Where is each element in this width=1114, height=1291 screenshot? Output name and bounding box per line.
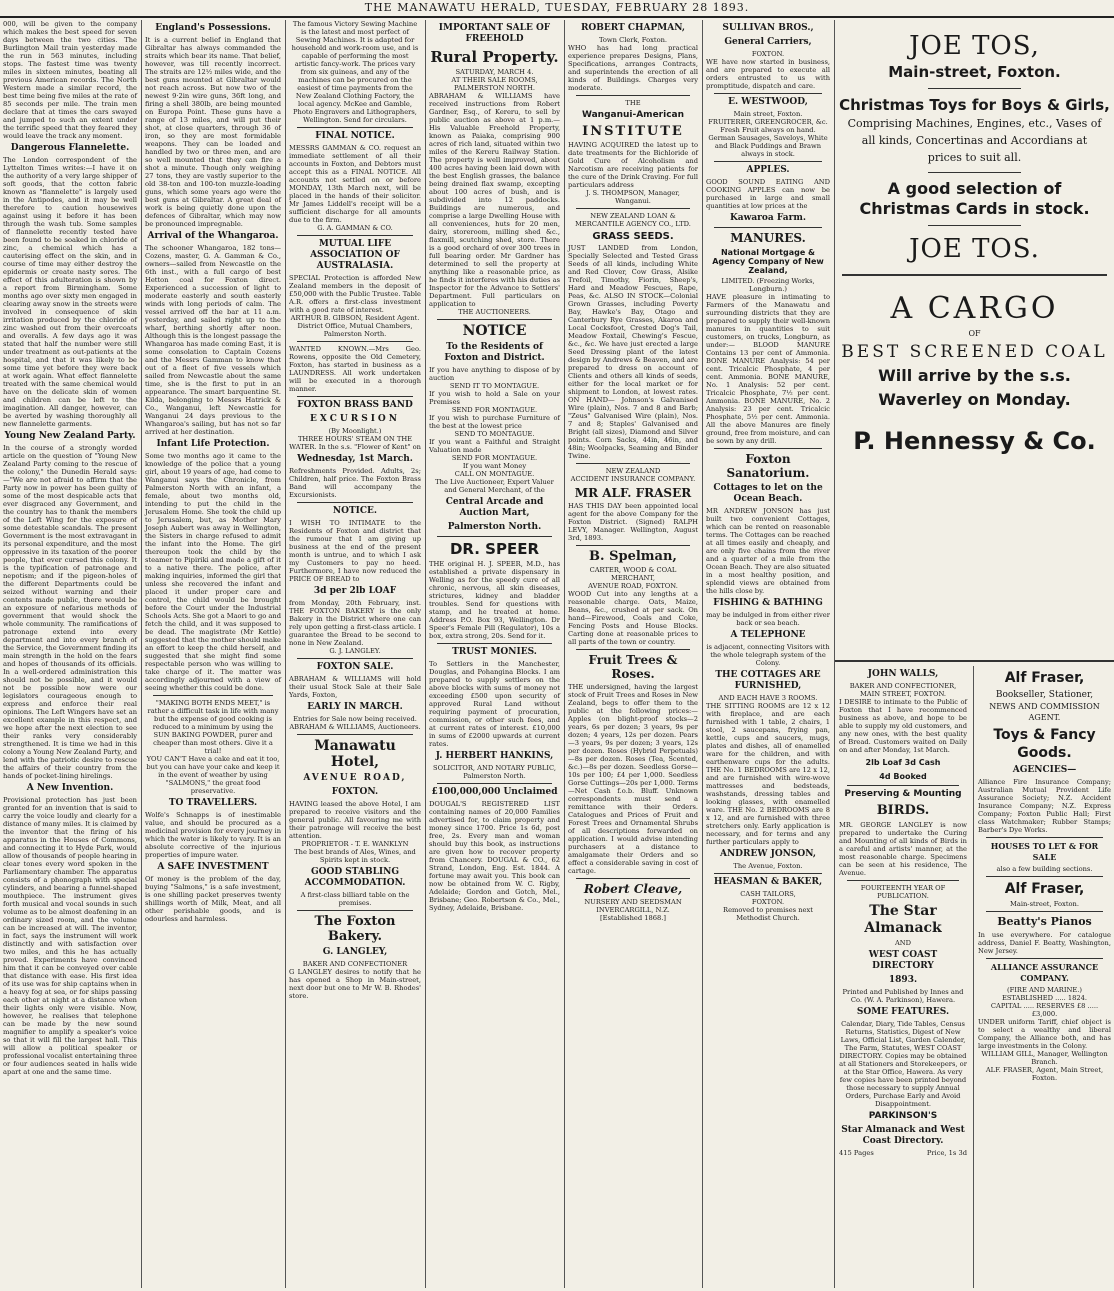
divider — [576, 878, 690, 879]
ad-line: SEND FOR MONTAGUE. — [451, 454, 538, 462]
ad-heading: Palmerston North. — [447, 522, 542, 532]
ad-heading: IMPORTANT SALE OF FREEHOLD — [438, 23, 551, 44]
ad-text: may be indulged in from either river back or sea beach. — [706, 611, 830, 627]
divider — [297, 910, 413, 911]
ad-heading: Beatty's Pianos — [997, 915, 1092, 928]
article-text: Some two months ago it came to the knowledge of the police that a young girl, about 19 years of age, had come to Wanganui says the Chronicle, from Palmerston North with an infant, a female, about two months old, intending to put the child in the Jerusalem Home. She took the child up to Jerusalem, but, as Mother Mary Joseph Aubert was away in Wellington, the Sisters in charge refused to admit the infant into the Home. The girl thereupon took the child by the steamer to Pipiriki and made a gift of it to a native there. The police, after making inquiries, informed the girl that unless she recovered the infant and placed it under proper care and control, the child would be brought before the Court under the Industrial Schools Acts. She got a Maori to go and fetch the child, and it was supposed to be dead. The magistrate (Mr Kettle) suggested that the mother should make an effort to keep the child herself, and suggested that she might find some respectable person who was willing to take charge of it. The matter was accordingly adjourned with a view of seeing whether this could be done. — [145, 452, 281, 692]
ad-line: SEND TO MONTAGUE. — [454, 430, 535, 438]
ad-text: SOLICITOR, AND NOTARY PUBLIC, Palmerston North. — [433, 764, 556, 780]
ad-heading: General Carriers, — [724, 37, 812, 47]
ad-text: [Established 1868.] — [599, 914, 666, 922]
ad-subheading: FOXTON. — [331, 787, 379, 797]
ad-heading: FISHING & BATHING — [713, 598, 823, 608]
ad-text: If you wish to purchase Furniture of the best at the lowest price — [429, 414, 560, 430]
ad-line: CALL ON MONTAGUE. — [454, 470, 535, 478]
ad-signature: J. S. THOMPSON, Manager, Wanganui. — [586, 189, 680, 205]
ad-subheading: CASH TAILORS, — [740, 890, 796, 898]
price: Price, 1s 3d — [926, 1149, 967, 1157]
ad-heading: EXCURSION — [310, 414, 400, 424]
ad-headline: BIRDS. — [876, 803, 930, 818]
ad-heading: £100,000,000 Unclaimed — [431, 787, 558, 797]
divider — [576, 649, 690, 650]
ad-signature: ALF. FRASER, Agent, Main Street, Foxton. — [985, 1066, 1104, 1082]
ad-heading: FOXTON SALE. — [316, 662, 394, 672]
ad-heading: WEST COAST DIRECTORY — [868, 950, 938, 971]
ad-text: ABRAHAM & WILLIAMS will hold their usual Stock Sale at their Sale Yards, Foxton, — [289, 675, 421, 699]
column-5 — [564, 20, 701, 1288]
divider — [437, 319, 552, 320]
divider — [714, 93, 822, 94]
ad-subheading: G. LANGLEY, — [322, 947, 388, 957]
divider — [297, 734, 413, 735]
ad-heading: MUTUAL LIFE ASSOCIATION OF AUSTRALASIA. — [310, 239, 400, 271]
divider — [847, 880, 959, 881]
column-4 — [425, 20, 563, 1288]
page-count: 415 Pages — [839, 1149, 874, 1157]
ad-text: UNDER uniform Tariff, chief object is to select a wealthy and liberal Company, the Alliance both, and has large investments in the Colony. — [978, 1018, 1111, 1050]
bakery-name: The Foxton Bakery. — [314, 914, 396, 944]
divider — [576, 95, 690, 96]
ad-text: Entries for Sale now being received. — [293, 715, 417, 723]
ad-headline: P. Hennessy & Co. — [853, 427, 1096, 455]
ad-heading: THE COTTAGES ARE FURNISHED, — [715, 670, 821, 691]
ad-line: SEND IT TO MONTAGUE. — [449, 382, 540, 390]
ad-headline: B. Spelman, — [589, 549, 677, 564]
ad-headline: Toys & Fancy Goods. — [993, 727, 1096, 761]
notice-text: YOU CAN'T Have a cake and eat it too, but you can have your cake and keep it in the event of weather by using "SALMONS," the great food preservative. — [146, 755, 280, 795]
ad-heading: PARKINSON'S — [868, 1111, 938, 1121]
ad-text: THE SITTING ROOMS are 12 x 12 with fireplace, and are each furnished with 1 table, 2 chairs, 1 stool, 2 saucepans, frying pan, kettle, cups and saucers, mugs, plates and dishes, all of enamelled ware for the children, and with earthenware cups for the adults. THE No. 1 BEDROOMS are 12 x 12, and are furnished with wire-wove mattresses and bedsteads, washstands, dressing tables and looking glasses, with enamelled ware. THE No. 2 BEDROOMS are 8 x 12, and are furnished with three stretchers only. Early application is necessary, and for terms and any further particulars apply to — [706, 702, 830, 846]
ad-heading: BEST SCREENED COAL — [841, 342, 1108, 362]
ad-subheading: FOXTON. — [751, 898, 785, 906]
ad-text: MR ANDREW JONSON has just built two convenient Cottages, which can be rented on reasonable terms. The Cottages can be reached at all times easily and cheaply, and are only five chains from the river and a quarter of a mile from the Ocean Beach. They are also situated in a most healthy position, and splendid views are obtained from the hills close by. — [706, 507, 830, 595]
lower-ad-split — [835, 660, 1114, 1288]
ad-text: If you want a Faithful and Straight Valuation made — [429, 438, 560, 454]
ad-subheading: The Avenue, Foxton. — [733, 862, 803, 870]
ad-subheading: CARTER, WOOD & COAL MERCHANT, — [589, 566, 677, 582]
ad-headline: JOE TOS, — [909, 31, 1040, 61]
divider — [928, 88, 1021, 89]
ad-text: If you wish to hold a Sale on your Premises — [429, 390, 560, 406]
ad-text: HAVING ACQUIRED the latest up to date treatments for the Bichloride of Gold Cure of Alcoholism and Narcotism are receiving patients for the cure of the Drink Craving. For full particulars address — [568, 141, 698, 189]
ad-text: HAVING leased the above Hotel, I am prepared to receive visitors and the general public. All favouring me with their patronage will receive the best attention. — [289, 800, 421, 840]
ad-text: THREE HOURS' STEAM ON THE WATER. In the s.s. "Flower of Kent" on — [289, 435, 421, 451]
ad-text: Comprising Machines, Engines, etc., Vases of all kinds, Concertinas and Accordians at prices to suit all. — [847, 117, 1102, 164]
ad-subheading: (By Moonlight.) — [328, 427, 382, 435]
ad-text: MESSRS GAMMAN & CO. request an immediate settlement of all their accounts in Foxton, and Debtors must accept this as a FINAL NOTICE. All accounts not settled on or before MONDAY, 13th March next, will be placed in the hands of their solicitor. Mr James Liddell's receipt will be a sufficient discharge for all amounts due to the firm. — [289, 144, 421, 224]
ad-text: Main-street, Foxton. — [1010, 900, 1079, 908]
ad-heading: NOTICE. — [332, 506, 378, 516]
ad-heading: JOHN WALLS, — [867, 669, 939, 679]
column-1 — [0, 20, 140, 1288]
ad-text: Removed to premises next Methodist Church. — [723, 906, 813, 922]
price-row — [839, 1149, 967, 1157]
divider — [297, 341, 413, 342]
article-heading: England's Possessions. — [155, 23, 271, 33]
article-heading: Young New Zealand Party. — [4, 431, 136, 441]
ad-headline: Alf Fraser, — [1004, 670, 1085, 686]
ad-subheading: AND EACH HAVE 3 ROOMS. — [718, 694, 818, 702]
ad-text: MR. GEORGE LANGLEY is now prepared to undertake the Curing and Mounting of all kinds of Birds in a careful and artists' manner, at the most reasonable charge. Specimens can be seen at his residence, The Avenue. — [839, 821, 967, 877]
ad-subheading: MAIN STREET, FOXTON. — [859, 690, 947, 698]
ad-date: SATURDAY, MARCH 4. — [455, 68, 534, 76]
ad-subheading: OF — [968, 329, 981, 338]
bread-price: 3d per 2lb LOAF — [313, 586, 397, 596]
divider — [714, 227, 822, 228]
article-text: In the course of a strongly worded article on the question of "Young New Zealand Party coming to the rescue of the colony," the Dunedin Herald says:—"We are not afraid to affirm that the Party now in power has been guilty of some of the most despicable acts that ever disgraced any Government, and the country has to thank the members of the Left Wing for the exposure of some detestable scandals. The present Government is the most extravagant in its personal expenditure, and the most oppressive in its taxation of the poorer people, that ever cursed this colony. It is the typification of patronage and nepotism; and if the pigeon-holes of the different Departments could be seized without warning and their contents made public, there would be an exposure of nefarious methods of government that would shock the whole community. The ramifications of patronage extend into every department and into every branch of the Service, the Government finding its main strength in the hold on the fears and hopes of thousands of its officials. In a well-ordered administration this should not be possible, and it would not be possible now were our legislators courageous enough to express and enforce their real opinions. The Left Wingers have set an excellent example in this respect, and we hope after the next election to see their ranks very considerably strengthened. It is time we had in this colony a Young New Zealand Party, and lend with the patriotic desire to rescue the affairs of their country from the hands of pocket-lining hirelings. — [3, 444, 138, 780]
ad-heading: HEASMAN & BAKER, — [713, 877, 823, 887]
divider — [576, 208, 690, 209]
divider — [714, 161, 822, 162]
ad-text: In use everywhere. For catalogue address, Daniel F. Beatty, Washington, New Jersey. — [978, 931, 1111, 955]
ad-text: Refreshments Provided. Adults, 2s; Children, half price. The Foxton Brass Band will accompany the Excursionists. — [289, 467, 421, 499]
ad-text: I DESIRE to intimate to the Public of Foxton that I have recommenced business as above, and hope to be able to supply my old customers, and any new ones, with the best quality of Bread. Customers waited on Daily on and after Monday, 1st March. — [839, 698, 967, 754]
ad-heading: Central Arcade and Auction Mart, — [445, 497, 544, 518]
ad-text: WANTED KNOWN.—Mrs Geo. Rowens, opposite the Old Cemetery, Foxton, has started in business as a LAUNDRESS. All work undertaken will be executed in a thorough manner. — [289, 345, 421, 393]
ad-heading: FOXTON BRASS BAND — [297, 400, 413, 410]
divider — [842, 274, 1107, 276]
divider — [153, 695, 273, 696]
divider — [297, 127, 413, 128]
coal-ad — [838, 290, 1111, 458]
ad-signature: ARTHUR B. GIBSON, Resident Agent. District Office, Mutual Chambers, Palmerston North. — [290, 314, 420, 338]
divider — [714, 873, 822, 874]
ad-text: DOUGAL'S REGISTERED LIST containing names of 20,000 Families advertised for, to claim property and money since 1700. Price 1s 6d, post free, 2s. Every man and woman should buy this book, as instructions are given how to recover property from Chancery. DOUGAL & CO., 62 Strand, London, Eng. Est. 1844. A fortune may await you. This book can now be obtained from W. C. Rigby, Adelaide; Gordon and Gotch, Mel., Brisbane; Geo. Robertson & Co., Mel., Sydney, Adelaide, Brisbane. — [429, 800, 560, 912]
divider — [986, 958, 1103, 959]
ad-text: CAPITAL ..... RESERVES £8 ..... £3,000. — [990, 1002, 1099, 1018]
ad-text: WOOD Cut into any lengths at a reasonable charge. Oats, Maize, Beans, &c., crushed at per sack. On hand—Firewood, Coals and Coke, Fencing Posts and House Blocks. Carting done at reasonable prices to all parts of the town or country. — [568, 590, 698, 646]
ad-signature: WILLIAM GILL, Manager, Wellington Branch. — [981, 1050, 1108, 1066]
bread-price: 2lb Loaf 3d Cash — [865, 758, 941, 767]
ad-subheading: (FIRE AND MARINE.) — [1007, 986, 1082, 994]
ad-text: ABRAHAM & WILLIAMS have received instructions from Robert Gardner, Esq., of Kereru, to sell by public auction as above at 1 p.m.— His Valuable Freehold Property, known as Paiaka, comprising 900 acres of rich land, situated within two miles of the Kereru Railway Station. The property is well improved, about 400 acres having been laid down with the best English grasses, the balance being drained flax swamp, excepting about 100 acres of bush, and is subdivided into 12 paddocks. Buildings are numerous, and comprise a large Dwelling House with all conveniences, huts for 20 men, dairy, storeroom, milling shed &c., flaxmill, scutching shed, store. There is a good orchard of over 300 trees in full bearing order. Mr Gardner has determined to sell the property at anything like a reasonable price, as he finds it interferes with his duties as Inspector for the Advance to Settlers' Department. Full particulars on application to — [429, 92, 560, 308]
notice-text: Of money is the problem of the day, buying "Salmons," is a safe investment, is one shilling packet preserves twenty shillings worth of Milk, Meat, and all other perishable goods, and is odourless and harmless. — [145, 875, 281, 923]
divider — [297, 396, 413, 397]
ad-text: The famous Victory Sewing Machine is the latest and most perfect of Sewing Machines. It is adapted for household and work-room use, and is capable of performing the most artistic fancy-work. The prices vary from six guineas, and any of the machines can be procured on the easiest of time payments from the New Zealand Clothing Factory, the local agency. McKee and Gamble, Photo Engravers and Lithographers, Wellington. Send for circulars. — [291, 20, 419, 124]
ad-subheading: AVENUE ROAD, — [303, 773, 407, 783]
ad-subheading: Main street, Foxton. — [733, 110, 803, 118]
ad-heading: E. WESTWOOD, — [728, 97, 808, 107]
hotel-name: Manawatu Hotel, — [314, 738, 396, 770]
ad-subheading: Town Clerk, Foxton. — [598, 36, 668, 44]
divider — [714, 448, 822, 449]
ad-text: THE undersigned, having the largest stock of Fruit Trees and Roses in New Zealand, begs to offer them to the public at the following prices:— Apples (on blight-proof stocks—2 years, 6s per dozen; 3 years, 9s per dozen; 4 years, 12s per dozen. Pears—3 years, 9s per dozen; 3 years, 12s per dozen. Roses (Hybrid Perpetuals)—8s per dozen. Roses (Tea, Scented, &c.)—8s per dozen. Seedless Gorse—10s per 100; £4 per 1,000. Seedless Gorse Cuttings—20s per 1,000. Terms—Net Cash f.o.b. Bluff. Unknown correspondents must send a remittance with their Orders. Catalogues and Prices of Fruit and Forest Trees and Ornamental Shrubs of all descriptions forwarded on application. I would advise intending purchasers at a distance to amalgamate their Orders and so effect a considerable saving in cost of cartage. — [568, 683, 698, 875]
notice-heading: TO TRAVELLERS. — [168, 798, 258, 808]
ad-heading: National Mortgage & Agency Company of New Zealand, — [712, 248, 824, 275]
ad-heading: Wanganui-American — [581, 110, 685, 120]
ad-heading: Preserving & Mounting — [844, 789, 962, 799]
ad-headline: Alf Fraser, — [1004, 881, 1085, 897]
ad-headline: The Star Almanack — [864, 903, 942, 936]
ad-heading: ROBERT CHAPMAN, — [580, 23, 686, 33]
divider — [986, 876, 1103, 877]
divider — [986, 837, 1103, 838]
ad-subheading: BAKER AND CONFECTIONER, — [849, 682, 957, 690]
ad-headline: MANURES. — [730, 231, 806, 245]
ad-subheading: NEW ZEALAND — [605, 467, 661, 475]
ad-text: The Live Auctioneer, Expert Valuer and General Merchant, of the — [435, 478, 554, 494]
lower-right-ads — [973, 666, 1114, 1288]
ad-heading: ANDREW JONSON, — [719, 849, 817, 859]
ad-heading: AGENCIES— — [1012, 765, 1077, 775]
ad-text: AT THEIR SALE ROOMS, PALMERSTON NORTH. — [451, 76, 538, 92]
ad-heading: To the Residents of Foxton and District. — [444, 342, 545, 363]
ad-heading: Will arrive by the s.s. Waverley on Monday. — [878, 366, 1071, 409]
ad-headline: DR. SPEER — [449, 540, 540, 558]
divider — [928, 225, 1021, 226]
ad-subheading: NEW ZEALAND LOAN & MERCANTILE AGENCY CO., LTD. — [575, 212, 691, 228]
divider — [297, 235, 413, 236]
ad-subheading: LIMITED. (Freezing Works, Longburn.) — [721, 277, 815, 293]
ad-text: HAS THIS DAY been appointed local agent for the above Company for the Foxton District. (Signed) RALPH LEVY, Manager. Wellington, August 3rd, 1893. — [568, 502, 698, 542]
ad-text: Printed and Published by Innes and Co. (W. A. Parkinson), Hawera. — [842, 988, 964, 1004]
ad-text: WE have now started in business, and are prepared to execute all orders entrusted to us with promptitude, dispatch and care. — [706, 58, 830, 90]
ad-headline: Robert Cleave, — [583, 882, 683, 896]
ad-text: HAVE pleasure in intimating to Farmers of the Manawatu and surrounding districts that they are prepared to supply their well-known manures in quantities to suit customers, on trucks, Longburn, as under:— BLOOD MANURE Contains 13 per cent of Ammonia. BONE MANURE Analysis: 54 per cent. Tricalcic Phosphate, 4 per cent. Ammonia. BONE MANURE, No. 1 Analysis: 52 per cent. Tricalcic Phosphate, 7½ per cent. Ammonia. BONE MANURE, No. 2 Analysis: 23 per cent. Tricalcic Phosphate, 5½ per cent. Ammonia. All the above Manures are finely ground, free from moisture, and can be sown by any drill. — [706, 293, 830, 445]
ad-text: WHO has had long practical experience prepares Designs, Plans, Specifications, arranges Contracts, and superintends the erection of all kinds of Buildings. Charges very moderate. — [568, 44, 698, 92]
column-7-ads — [834, 20, 1114, 1288]
divider — [576, 545, 690, 546]
ad-headline: Fruit Trees & Roses. — [588, 653, 678, 681]
divider — [437, 783, 552, 784]
ad-text: Fresh Fruit always on hand. German Sausages, Saveloys, White and Black Puddings and Brawn always in stock. — [708, 126, 828, 158]
ad-subheading: FOURTEENTH YEAR OF PUBLICATION. — [860, 884, 946, 900]
ad-text: JUST LANDED from London, Specially Selected and Tested Grass Seeds of all kinds, including White and Red Clover, Cow Grass, Alsike Trefoil, Timothy, Fiorin, Sheep's, Hard and Meadow Fescues, Rape, Peas, &c. ALSO IN STOCK—Colonial Grown Grasses, including Poverty Bay, Hawke's Bay, Otago and Canterbury Rye Grasses, Akaroa and Local Cocksfoot, Crested Dog's Tail, Meadow Foxtail, Chewing's Fescue, &c., &c. We have just erected a large Seed Dressing plant of the latest design by Andrews & Beaven, and are prepared to dress on account of Clients and others all kinds of seeds, either for the local market or for shipment to London, at lowest rates. ON HAND— Johnson's Galvanised Wire (plain), Nos. 7 and 8 and Barb; "Zeus" Galvanised Wire (plain), Nos. 7 and 8; Staples' Galvanised and Bright (all sizes), Diamond and Silver points. Corn Sacks, 44in, 46in, and 48in; Woolpacks, Seaming and Binder Twine. — [568, 244, 698, 460]
notice-text: "MAKING BOTH ENDS MEET," is rather a difficult task in life with many but the expense of good cooking is reduced to a minimum by using the SUN BAKING POWDER, purer and cheaper than most others. Give it a trial! — [147, 699, 279, 755]
divider — [847, 785, 959, 786]
divider — [437, 643, 552, 644]
ad-headline: Foxton Sanatorium. — [726, 452, 810, 480]
ad-heading: FINAL NOTICE. — [315, 131, 395, 141]
ad-heading: Cottages to let on the Ocean Beach. — [713, 483, 823, 504]
ad-text: Alliance Fire Insurance Company; Australian Mutual Provident Life Assurance Society; N.Z. Accident Insurance Company; N.Z. Express Company; Foxton Public Hall; First class Watchmaker; Rubber Stamps; Barber's Dye Works. — [978, 778, 1111, 834]
article-heading: Infant Life Protection. — [156, 439, 270, 449]
ad-heading: GRASS SEEDS. — [592, 231, 674, 242]
ad-text: SPECIAL Protection is afforded New Zealand members in the deposit of £50,000 with the Public Trustee. Table A.R. offers a first-class investment with a good rate of interest. — [289, 274, 421, 314]
ad-text: THE original H. J. SPEER, M.D., has established a private dispensary in Welling as for the speedy cure of all chronic, nervous, all skin diseases, strictures, kidney and bladder troubles. Send for questions with stamp, and he treated at home. Address P.O. Box 93, Wellington. Dr Speer's Female Pill (Regulator), 10s a box, extra strong, 20s. Send for it. — [429, 560, 560, 640]
ad-text: Calendar, Diary, Tide Tables, Census Returns, Statistics, Digest of New Laws, Official List, Garden Calender, The Farm, Statutes, WEST COAST DIRECTORY. Copies may be obtained at all Stationers and Storekeepers, or at the Star Office, Hawera. As very few copies have been printed beyond those necessary to supply Annual Orders, Purchase Early and Avoid Disappointment. — [839, 1020, 967, 1108]
ad-text: To Settlers in the Manchester, Douglas, and Pohangina Blocks. I am prepared to supply settlers on the above blocks with sums of money not exceeding £500 upon security of approved Rural Land without requiring payment of procuration, commission, or other such fees, and at current rates of interest. £10,000 in sums of £2000 upwards at current rates. — [429, 660, 560, 748]
divider — [928, 172, 1021, 173]
ad-signature: G. A. GAMMAN & CO. — [317, 224, 393, 232]
ad-subheading: AND — [894, 939, 912, 947]
article-text: 000, will be given to the company which makes the best speed for seven days between the two cities. The Burlington Mail train yesterday made the run in 563 minutes, including stops. The fastest time was twenty miles in sixteen minutes, beating all previous American records. The North Western made a similar record, the best time being five miles at the rate of 85 seconds per mile. The train men declare that at times the cars swayed and jumped to such an extent under the terrific speed that they feared they would leave the track any moment. — [3, 20, 137, 140]
article-text: It is a current belief in England that Gibraltar has always commanded the straits which bear its name. That belief, however, was till recently incorrect. The straits are 12½ miles wide, and the best guns mounted at Gibraltar would not reach across. But now two of the newest 9·2in wire guns, 36ft long, and firing a shell 380lb, are being mounted on Europa Point. These guns have a range of 13 miles, and will put their shot, at close quarters, through 36 of iron, so they are most formidable weapons. They can be loaded and handled by two or three men, and are so well mounted that they can fire a shot a minute. Though only weighing 27 tons, they are vastly superior to the old 38-ton and 100-ton muzzle-loading guns, which some years ago were the best guns at Gibraltar. A great deal of work is being quietly done upon the defences of Gibraltar, which may now be pronounced impregnable. — [145, 36, 281, 228]
ad-subheading: Bookseller, Stationer, — [995, 690, 1094, 700]
ad-subheading: BAKER AND CONFECTIONER — [302, 960, 408, 968]
ad-subheading: NURSERY AND SEEDSMAN — [584, 898, 682, 906]
lower-left-ads — [835, 666, 971, 1288]
article-heading: Arrival of the Whangaroa. — [147, 231, 279, 241]
ad-date: EARLY IN MARCH. — [307, 702, 403, 712]
ad-subheading: ACCIDENT INSURANCE COMPANY. — [570, 475, 696, 483]
divider — [835, 660, 1114, 662]
ad-heading: A good selection of Christmas Cards in stock. — [859, 179, 1090, 218]
ad-headline: MR ALF. FRASER — [574, 486, 692, 500]
ad-text: GOOD SOUND EATING AND COOKING APPLES can now be purchased in large and small quantities at low prices at the — [706, 178, 830, 210]
ad-headline: A CARGO — [890, 291, 1059, 326]
ad-text: If you want Money — [462, 462, 527, 470]
ad-headline: JOE TOS. — [909, 234, 1040, 264]
divider — [437, 536, 552, 537]
ad-subheading: Main-street, Foxton. — [888, 63, 1061, 81]
ad-headline: INSTITUTE — [582, 124, 684, 139]
ad-signature: ABRAHAM & WILLIAMS, Auctioneers. — [289, 723, 421, 731]
ad-line: SEND FOR MONTAGUE. — [451, 406, 538, 414]
column-3 — [285, 20, 424, 1288]
ad-heading: Star Almanack and West Coast Directory. — [841, 1125, 965, 1146]
column-2 — [141, 20, 284, 1288]
divider — [297, 502, 413, 503]
ad-text: ESTABLISHED ..... 1824. — [1001, 994, 1088, 1002]
notice-text: Wolfe's Schnapps is of inestimable value, and should be procured as a medicinal provision for every journey in which the water is likely to vary. It is an absolute corrective of the injurious properties of impure water. — [145, 811, 281, 859]
ad-text: The best brands of Ales, Wines, and Spirits kept in stock. — [294, 848, 416, 864]
article-text: The London correspondent of the Lyttelton Times writes:—I have it on the authority of a very large shipper of soft goods, that the cotton fabric known as "flannelette" is largely used in the Antipodes, and it may be well therefore to caution housewives against using it before it has been through the wash tub. Some samples of flannelette recently tested have been found to be soaked in chloride of zinc, a chemical which has a cauterising effect on the skin, and in course of time may either destroy the epidermis or create nasty sores. The effect of this adulteration is shown by a report from Birmingham. Some months ago over sixty men engaged in clearing away snow in the streets were involved in consequence of skin irritation produced by the chloride of zinc washed out from their overcoats and overalls. A few days ago it was stated that half the number were still under treatment as out-patients at the hospital, and that it was likely to be some time yet before they were back at work again. What effect flannelette treated with the same chemical would have on the delicate skin of women and children can be left to the imagination. All danger, however, can be averted by washing thoroughly all new flannelette garments. — [3, 156, 137, 428]
ad-heading: Kawaroa Farm. — [729, 213, 807, 223]
ad-heading: SOME FEATURES. — [856, 1007, 950, 1017]
ad-text: also a few building sections. — [996, 865, 1093, 873]
ad-heading: GOOD STABLING ACCOMMODATION. — [304, 867, 406, 888]
column-6 — [702, 20, 833, 1288]
article-text: Provisional protection has just been granted for an invention that is said to carry the voice loudly and clearly for a distance of many miles. It is claimed by the inventor that the firing of his apparatus in the Houses of Commons, and connecting it to Hyde Park, would allow of thousands of people hearing in clear tones every word spoken in the Parliamentary chamber. The apparatus consists of a phonograph with special cylinders, and bearing a funnel-shaped mouthpiece. The instrument gives forth musical and vocal sounds in such volume as to be almost deafening in an ordinary sized room, and the volume can be increased at will. The inventor, in fact, says the instrument will work distinctly and with satisfaction over two miles, and this he has actually proved. Experiments have convinced him that it can be conveyed over cable that distance with ease. His first idea of its use was for ship captains when in a heavy fog at sea, or for ships passing each other at night at a distance when their lights only were visible. Now, however, he realises that telephone can be made by the new sound magnifier to amplify a speaker's voice so that it will fill the largest hall. This will allow a political speaker or professional vocalist entertaining three or four audiences seated in halls wide apart at one and the same time. — [3, 796, 138, 1076]
ad-text: G LANGLEY desires to notify that he has opened a Shop in Main-street, next door but one to Mr W. B. Rhodes' store. — [289, 968, 421, 1000]
ad-headline: NOTICE — [462, 323, 527, 339]
ad-subheading: NEWS AND COMMISSION AGENT. — [989, 702, 1100, 722]
ad-text: from Monday, 20th February, inst. THE FOXTON BAKERY is the only Bakery in the District where one can rely upon getting a first-class article. I guarantee the Bread to be second to none in New Zealand. — [289, 599, 421, 647]
article-text: The schooner Whangaroa, 182 tons—Cozens, master, G. A. Gamman & Co., owners—sailed from Newcastle on the 6th inst., with a full cargo of best Hetton coal for Foxton direct. Experienced a succession of light to moderate easterly and south easterly winds with long periods of calm. The vessel arrived off the bar at 11 a.m. yesterday, and sailed right up to the wharf, berthing shortly after noon. Although this is the longest passage the Whangaroa has made coming East, it is some consolation to Captain Cozens and the Messrs Gamman to know that out of a fleet of five vessels which sailed from Newcastle about the same time, she is the first to put in an appearance. The smart barquentine St. Kilda, belonging to Messrs Hatrick & Co., Wanganui, left Newcastle for Wanganui 24 days previous to the Whangaroa's sailing, but has not so far arrived at her destination. — [145, 244, 281, 436]
notice-heading: A SAFE INVESTMENT — [157, 862, 269, 872]
ad-date: Wednesday, 1st March. — [297, 454, 413, 464]
ad-heading: TRUST MONIES. — [452, 647, 537, 657]
ad-subheading: THE — [625, 99, 641, 107]
bread-price: 4d Booked — [879, 772, 927, 781]
ad-heading: 1893. — [888, 975, 918, 985]
divider — [297, 658, 413, 659]
ad-heading: Christmas Toys for Boys & Girls, — [839, 96, 1110, 114]
ad-heading: ALLIANCE ASSURANCE COMPANY. — [990, 962, 1099, 983]
ad-signature: PROPRIETOR - T. E. WANKLYN — [301, 840, 409, 848]
joe-tos-ad — [838, 30, 1111, 266]
article-heading: Dangerous Flannelette. — [10, 143, 130, 153]
ad-text: I WISH TO INTIMATE to the Residents of Foxton and district that the rumour that I am giving up business at the end of the present month is untrue, and to which I ask my Customers to pay no heed. Furthermore, I have now reduced the PRICE OF BREAD to — [289, 519, 421, 583]
ad-subheading: FOXTON. — [751, 50, 785, 58]
ad-text: is adjacent, connecting Visitors with the whole telegraph system of the Colony. — [706, 643, 830, 667]
ad-text: If you have anything to dispose of by auction — [429, 366, 560, 382]
ad-signature: THE AUCTIONEERS. — [458, 308, 531, 316]
ad-heading: SULLIVAN BROS., — [722, 23, 814, 33]
ad-headline: Rural Property. — [430, 48, 559, 66]
masthead: THE MANAWATU HERALD, TUESDAY, FEBRUARY 28 1893. — [0, 0, 1114, 18]
ad-subheading: INVERCARGILL, N.Z. — [596, 906, 670, 914]
article-heading: A New Invention. — [26, 783, 114, 793]
ad-heading: HOUSES TO LET & FOR SALE — [990, 841, 1099, 862]
ad-subheading: FRUITERER, GREENGROCER, &c. — [708, 118, 828, 126]
divider — [986, 911, 1103, 912]
ad-heading: J. HERBERT HANKINS, — [435, 751, 554, 761]
divider — [576, 463, 690, 464]
ad-text: A first-class billiard table on the premises. — [300, 891, 410, 907]
ad-subheading: AVENUE ROAD, FOXTON. — [588, 582, 678, 590]
ad-heading: APPLES. — [746, 165, 790, 175]
ad-signature: G. J. LANGLEY. — [329, 647, 381, 655]
ad-heading: A TELEPHONE — [730, 630, 806, 640]
